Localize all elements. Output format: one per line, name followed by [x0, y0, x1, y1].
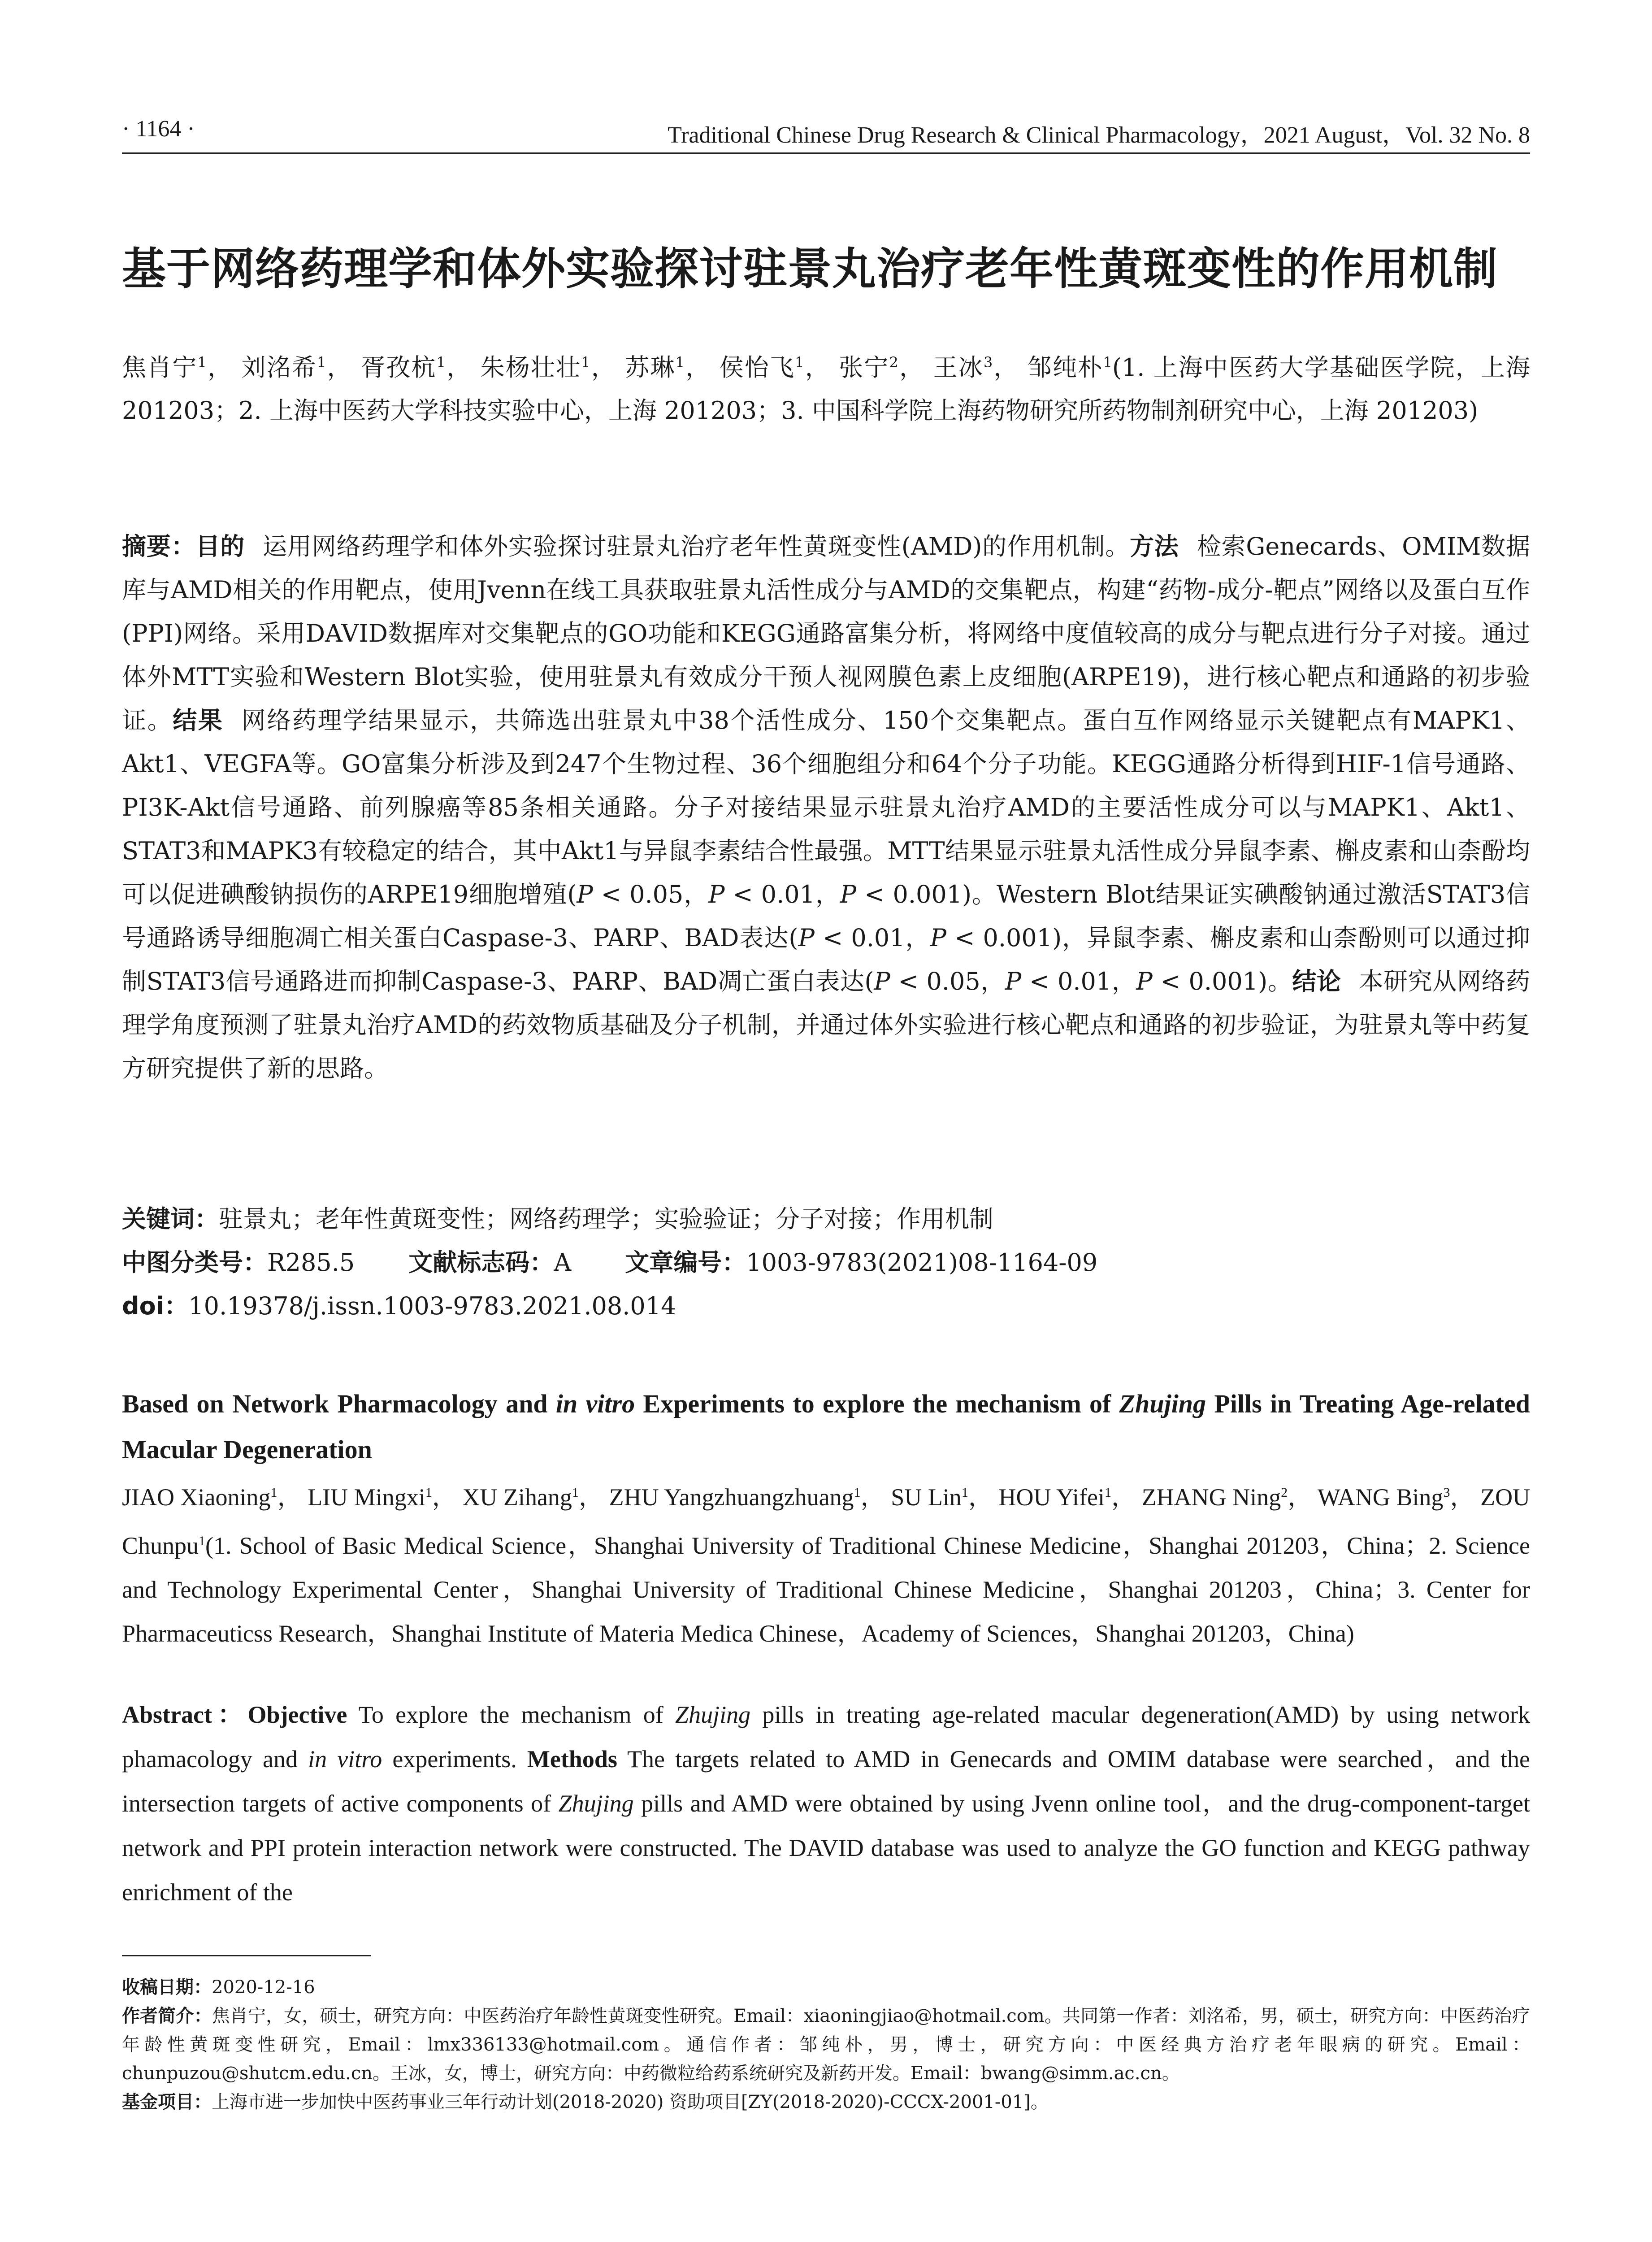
affiliation-mark: 1 — [795, 354, 804, 371]
keywords: 驻景丸；老年性黄斑变性；网络药理学；实验验证；分子对接；作用机制 — [219, 1205, 993, 1233]
title-en-text: Experiments to explore the mechanism of — [635, 1389, 1119, 1418]
author-name: 刘洺希 — [241, 353, 317, 382]
abstract-zh — [122, 525, 1530, 1090]
journal-citation: Traditional Chinese Drug Research & Clinical Pharmacology，2021 August，Vol. 32 No. 8 — [668, 122, 1530, 148]
objective-en-text: To explore the mechanism of — [347, 1701, 676, 1728]
methods-en-label: Methods — [527, 1746, 617, 1773]
objective-en-italic: Zhujing — [675, 1701, 751, 1728]
objective-en-label: Objective — [247, 1701, 347, 1728]
article-title-zh: 基于网络药理学和体外实验探讨驻景丸治疗老年性黄斑变性的作用机制 — [122, 243, 1498, 295]
affiliation-mark: 2 — [1281, 1485, 1288, 1500]
results-text: < 0.01， — [1021, 967, 1136, 995]
results-text: < 0.01， — [724, 880, 840, 908]
results-text: < 0.05， — [890, 967, 1005, 995]
methods-en-text: pills and AMD were obtained by using Jvenn online tool，and the drug-component-target network and PPI protein interaction network were constructed. The DAVID database was used to analyze the GO function and KEGG pathway enrichment of the — [122, 1790, 1530, 1906]
p-symbol: P — [930, 924, 946, 952]
classification-row — [122, 1241, 1530, 1284]
header-rule — [122, 152, 1530, 154]
keywords-label: 关键词： — [122, 1205, 219, 1233]
abstract-en — [122, 1693, 1530, 1915]
affiliation-mark: 2 — [889, 354, 898, 371]
abstract-en-label: Abstract： — [122, 1701, 248, 1728]
results-text: < 0.01， — [814, 924, 930, 952]
objective-en-italic: in vitro — [308, 1746, 382, 1773]
affiliation-mark: 1 — [317, 354, 326, 371]
article-no-value: 1003-9783(2021)08-1164-09 — [746, 1248, 1098, 1277]
footnotes — [122, 1973, 1530, 2116]
footnote-rule — [122, 1955, 371, 1956]
authors-affiliations-en: JIAO Xiaoning$^1$， LIU Mingxi$^1$， XU Zihang$^1$， ZHU Yangzhuangzhuang$^1$， SU Lin$^1$， HOU Yifei$^1$， ZHANG Ning$^2$， WANG Bing$^3$， ZOU Chunpu$^1$(1. School of Basic Medical Science，Shanghai University of Traditional Chinese Medicine，Shanghai 201203，China；2. Science and Technology Experimental Center，Shanghai University of Traditional Chinese Medicine，Shanghai 201203，China；3. Center for Pharmaceuticss Research，Shanghai Institute of Materia Medica Chinese，Academy of Sciences，Shanghai 201203，China) — [122, 1484, 1531, 1647]
author-name: 苏琳 — [625, 353, 676, 382]
article-title-en — [122, 1381, 1530, 1473]
affiliation-mark: 1 — [270, 1485, 278, 1500]
author-name: 朱杨壮壮 — [480, 353, 581, 382]
funding-text: 上海市进一步加快中医药事业三年行动计划(2018-2020) 资助项目[ZY(2018-2020)-CCCX-2001-01]。 — [212, 2092, 1049, 2112]
author-name: JIAO Xiaoning — [122, 1484, 271, 1511]
doc-code-value: A — [554, 1248, 572, 1277]
author-bio-note — [122, 2002, 1530, 2088]
author-name: 张宁 — [839, 353, 889, 382]
objective-en-text: pills in treating age-related macular degeneration(AMD) by using network phamacology and — [122, 1701, 1530, 1773]
affiliations-en: (1. School of Basic Medical Science，Shanghai University of Traditional Chinese Medicine，Shanghai 201203，China；2. Science and Technology Experimental Center，Shanghai University of Traditional Chinese Medicine，Shanghai 201203，China；3. Center for Pharmaceuticss Research，Shanghai Institute of Materia Medica Chinese，Academy of Sciences，Shanghai 201203，China) — [122, 1532, 1530, 1647]
author-name: XU Zihang — [462, 1484, 572, 1511]
title-en-text: Based on Network Pharmacology and — [122, 1389, 556, 1418]
affiliation-mark: 1 — [1105, 1485, 1111, 1500]
objective-en-text: experiments. — [382, 1746, 527, 1773]
doi-link[interactable]: 10.19378/j.issn.1003-9783.2021.08.014 — [188, 1292, 676, 1320]
author-name: LIU Mingxi — [308, 1484, 425, 1511]
authors-affiliations-zh: 焦肖宁$^1$， 刘洺希$^1$， 胥孜杭$^1$， 朱杨壮壮$^1$， 苏琳$^1$， 侯怡飞$^1$， 张宁$^2$， 王冰$^3$， 邹纯朴$^1$(1. 上海中医药大学基础医学院，上海 201203；2. 上海中医药大学科技实验中心，上海 201203；3. 中国科学院上海药物研究所药物制剂研究中心，上海 201203) — [122, 353, 1531, 425]
clc-label: 中图分类号： — [122, 1248, 267, 1277]
author-name: 侯怡飞 — [719, 353, 795, 382]
title-en-italic: Zhujing — [1119, 1389, 1206, 1418]
affiliation-mark: 1 — [197, 354, 207, 371]
results-text: < 0.001)，异鼠李素、槲皮素和山柰酚则可以通过抑制STAT3信号通路进而抑制Caspase-3、PARP、BAD凋亡蛋白表达( — [122, 924, 1530, 995]
journal-page — [122, 0, 1530, 2242]
author-name: ZOU Chunpu — [122, 1484, 1531, 1559]
affiliation-mark: 1 — [436, 354, 446, 371]
doc-code-label: 文献标志码： — [408, 1248, 554, 1277]
methods-label: 方法 — [1130, 532, 1179, 560]
author-name: SU Lin — [891, 1484, 962, 1511]
author-name: ZHU Yangzhuangzhuang — [609, 1484, 854, 1511]
abstract-label: 摘要： — [122, 532, 196, 560]
methods-en-italic: Zhujing — [558, 1790, 634, 1817]
affiliation-mark: 1 — [199, 1534, 206, 1548]
results-label: 结果 — [173, 706, 224, 734]
author-bio-label: 作者简介： — [122, 2006, 212, 2026]
conclusion-text: 本研究从网络药理学角度预测了驻景丸治疗AMD的药效物质基础及分子机制，并通过体外实验进行核心靶点和通路的初步验证，为驻景丸等中药复方研究提供了新的思路。 — [122, 967, 1531, 1082]
objective-text: 运用网络药理学和体外实验探讨驻景丸治疗老年性黄斑变性(AMD)的作用机制。 — [263, 532, 1130, 560]
affiliation-mark: 3 — [1443, 1485, 1450, 1500]
author-name: 焦肖宁 — [122, 353, 198, 382]
running-head — [122, 108, 1530, 148]
results-text: < 0.05， — [593, 880, 709, 908]
author-bio-text: 焦肖宁，女，硕士，研究方向：中医药治疗年龄性黄斑变性研究。Email：xiaoningjiao@hotmail.com。共同第一作者：刘洺希，男，硕士，研究方向：中医药治疗年龄性黄斑变性研究，Email：lmx336133@hotmail.com。通信作者：邹纯朴，男，博士，研究方向：中医经典方治疗老年眼病的研究。Email：chunpuzou@shutcm.edu.cn。王冰，女，博士，研究方向：中药微粒给药系统研究及新药开发。Email：bwang@simm.ac.cn。 — [122, 2006, 1531, 2084]
p-symbol: P — [840, 880, 857, 908]
p-symbol: P — [874, 967, 890, 995]
affiliations-zh: (1. 上海中医药大学基础医学院，上海 201203；2. 上海中医药大学科技实验中心，上海 201203；3. 中国科学院上海药物研究所药物制剂研究中心，上海 201203) — [122, 353, 1531, 425]
author-name: 胥孜杭 — [361, 353, 437, 382]
methods-text: 检索Genecards、OMIM数据库与AMD相关的作用靶点，使用Jvenn在线工具获取驻景丸活性成分与AMD的交集靶点，构建“药物-成分-靶点”网络以及蛋白互作(PPI)网络。采用DAVID数据库对交集靶点的GO功能和KEGG通路富集分析，将网络中度值较高的成分与靶点进行分子对接。通过体外MTT实验和Western Blot实验，使用驻景丸有效成分干预人视网膜色素上皮细胞(ARPE19)，进行核心靶点和通路的初步验证。 — [122, 532, 1531, 734]
results-text: < 0.001)。Western Blot结果证实碘酸钠通过激活STAT3信号通路诱导细胞凋亡相关蛋白Caspase-3、PARP、BAD表达( — [122, 880, 1531, 952]
clc-value: R285.5 — [267, 1248, 355, 1277]
results-text: 网络药理学结果显示，共筛选出驻景丸中38个活性成分、150个交集靶点。蛋白互作网络显示关键靶点有MAPK1、Akt1、VEGFA等。GO富集分析涉及到247个生物过程、36个细胞组分和64个分子功能。KEGG通路分析得到HIF-1信号通路、PI3K-Akt信号通路、前列腺癌等85条相关通路。分子对接结果显示驻景丸治疗AMD的主要活性成分可以与MAPK1、Akt1、STAT3和MAPK3有较稳定的结合，其中Akt1与异鼠李素结合性最强。MTT结果显示驻景丸活性成分异鼠李素、槲皮素和山柰酚均可以促进碘酸钠损伤的ARPE19细胞增殖( — [122, 706, 1531, 908]
affiliation-mark: 1 — [572, 1485, 579, 1500]
p-symbol: P — [1005, 967, 1022, 995]
page-number: · 1164 · — [122, 116, 195, 142]
affiliation-mark: 1 — [425, 1485, 432, 1500]
funding-label: 基金项目： — [122, 2092, 212, 2112]
author-name: 王冰 — [933, 353, 984, 382]
affiliation-mark: 1 — [854, 1485, 861, 1500]
received-date-note — [122, 1973, 1530, 2002]
results-text: < 0.001)。 — [1152, 967, 1292, 995]
author-name: 邹纯朴 — [1027, 353, 1103, 382]
title-en-text: Pills in Treating Age-related Macular Degeneration — [122, 1389, 1530, 1464]
received-date: 2020-12-16 — [212, 1977, 315, 1998]
p-symbol: P — [798, 924, 815, 952]
conclusion-label: 结论 — [1292, 967, 1341, 995]
title-en-italic: in vitro — [555, 1389, 635, 1418]
author-name: HOU Yifei — [998, 1484, 1105, 1511]
article-metadata-zh — [122, 1197, 1530, 1328]
affiliation-mark: 1 — [1103, 354, 1112, 371]
p-symbol: P — [577, 880, 593, 908]
p-symbol: P — [708, 880, 725, 908]
received-label: 收稿日期： — [122, 1977, 212, 1998]
p-symbol: P — [1136, 967, 1153, 995]
article-no-label: 文章编号： — [625, 1248, 746, 1277]
methods-en-text: The targets related to AMD in Genecards and OMIM database were searched，and the intersection targets of active components of — [122, 1746, 1530, 1817]
keywords-row — [122, 1197, 1530, 1241]
doi-row — [122, 1284, 1530, 1328]
affiliation-mark: 1 — [675, 354, 685, 371]
affiliation-mark: 3 — [983, 354, 993, 371]
funding-note — [122, 2088, 1530, 2116]
objective-label: 目的 — [195, 532, 245, 560]
affiliation-mark: 1 — [581, 354, 590, 371]
doi-label: doi： — [122, 1292, 189, 1320]
author-name: WANG Bing — [1317, 1484, 1444, 1511]
author-name: ZHANG Ning — [1141, 1484, 1281, 1511]
affiliation-mark: 1 — [961, 1485, 968, 1500]
